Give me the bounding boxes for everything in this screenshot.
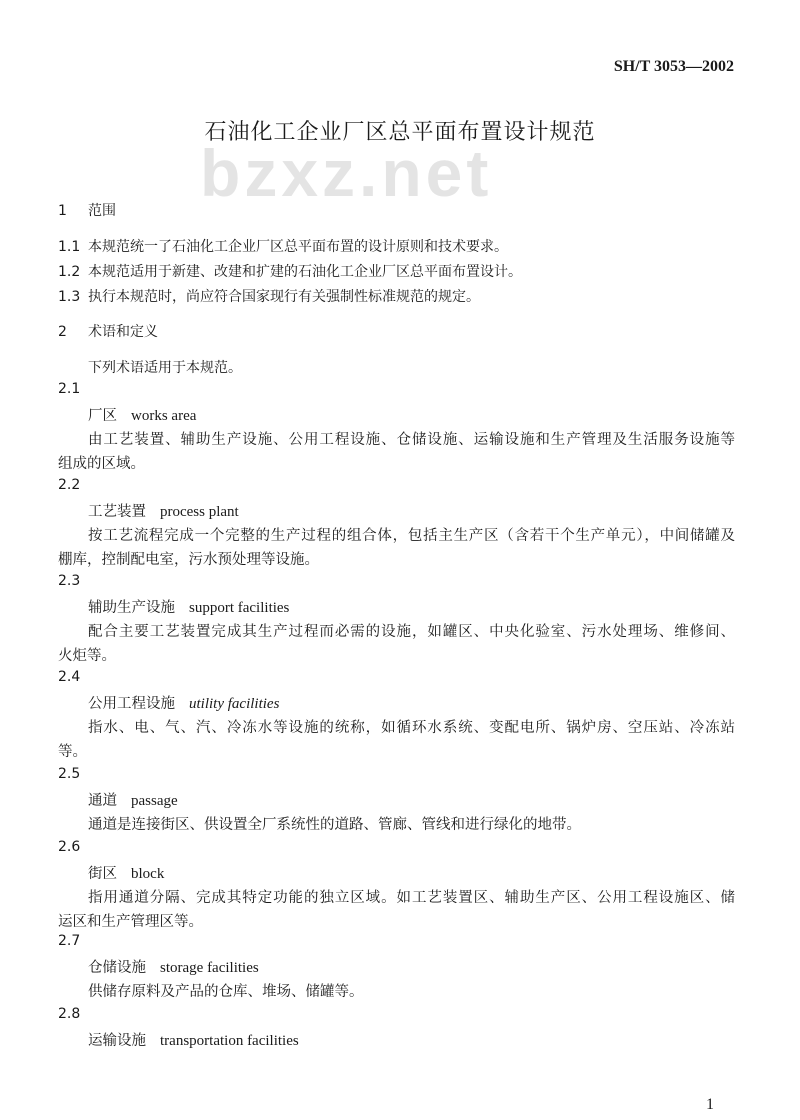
section-number: 2 bbox=[58, 324, 67, 340]
clause-number: 1.1 bbox=[58, 239, 81, 255]
term-heading bbox=[88, 862, 164, 883]
term-english: process plant bbox=[160, 504, 239, 520]
term-chinese: 仓储设施 bbox=[88, 960, 146, 976]
term-chinese: 通道 bbox=[88, 793, 117, 809]
clause-1-2 bbox=[58, 261, 522, 281]
section-heading-2 bbox=[58, 321, 158, 341]
term-definition-line: 供储存原料及产品的仓库、堆场、储罐等。 bbox=[88, 984, 364, 1000]
term-heading bbox=[88, 404, 196, 425]
clause-text: 本规范统一了石油化工企业厂区总平面布置的设计原则和技术要求。 bbox=[88, 239, 508, 255]
clause-1-1 bbox=[58, 236, 508, 256]
term-heading bbox=[88, 1029, 299, 1050]
term-number: 2.4 bbox=[58, 669, 81, 685]
clause-text: 执行本规范时，尚应符合国家现行有关强制性标准规范的规定。 bbox=[88, 289, 480, 305]
term-chinese: 工艺装置 bbox=[88, 504, 146, 520]
term-number: 2.3 bbox=[58, 573, 81, 589]
watermark: bzxz.net bbox=[200, 136, 493, 210]
term-english: block bbox=[131, 866, 165, 882]
term-number: 2.1 bbox=[58, 381, 81, 397]
term-heading bbox=[88, 500, 239, 521]
term-chinese: 街区 bbox=[88, 866, 117, 882]
term-heading bbox=[88, 956, 259, 977]
term-definition-line: 指水、电、气、汽、冷冻水等设施的统称，如循环水系统、变配电所、锅炉房、空压站、冷冻站 bbox=[88, 720, 735, 736]
term-heading bbox=[88, 692, 279, 713]
clause-text: 本规范适用于新建、改建和扩建的石油化工企业厂区总平面布置设计。 bbox=[88, 264, 522, 280]
standard-number: SH/T 3053—2002 bbox=[613, 58, 734, 75]
term-number: 2.2 bbox=[58, 477, 81, 493]
term-definition-line: 通道是连接街区、供设置全厂系统性的道路、管廊、管线和进行绿化的地带。 bbox=[88, 817, 581, 833]
term-definition-line: 组成的区域。 bbox=[58, 456, 145, 472]
term-chinese: 厂区 bbox=[88, 408, 117, 424]
term-number: 2.8 bbox=[58, 1006, 81, 1022]
clause-number: 1.3 bbox=[58, 289, 81, 305]
term-definition-line: 配合主要工艺装置完成其生产过程而必需的设施，如罐区、中央化验室、污水处理场、维修间、 bbox=[88, 624, 735, 640]
term-definition-line: 按工艺流程完成一个完整的生产过程的组合体，包括主生产区（含若干个生产单元），中间储罐及 bbox=[88, 528, 735, 544]
term-number: 2.6 bbox=[58, 839, 81, 855]
term-chinese: 运输设施 bbox=[88, 1033, 146, 1049]
term-english: utility facilities bbox=[189, 696, 280, 712]
term-definition-line: 运区和生产管理区等。 bbox=[58, 914, 203, 930]
term-heading bbox=[88, 596, 289, 617]
page-number: 1 bbox=[706, 1096, 714, 1113]
term-definition-line: 由工艺装置、辅助生产设施、公用工程设施、仓储设施、运输设施和生产管理及生活服务设施等 bbox=[88, 432, 735, 448]
section-intro: 下列术语适用于本规范。 bbox=[88, 360, 242, 376]
term-definition-line: 棚库，控制配电室，污水预处理等设施。 bbox=[58, 552, 319, 568]
section-heading-1 bbox=[58, 200, 116, 220]
clause-number: 1.2 bbox=[58, 264, 81, 280]
term-english: transportation facilities bbox=[160, 1033, 299, 1049]
term-number: 2.5 bbox=[58, 766, 81, 782]
section-number: 1 bbox=[58, 203, 67, 219]
term-english: support facilities bbox=[189, 600, 290, 616]
section-title: 范围 bbox=[88, 203, 116, 219]
term-definition-line: 等。 bbox=[58, 744, 87, 760]
term-english: works area bbox=[131, 408, 197, 424]
term-definition-line: 火炬等。 bbox=[58, 648, 116, 664]
term-number: 2.7 bbox=[58, 933, 81, 949]
term-chinese: 辅助生产设施 bbox=[88, 600, 175, 616]
term-english: storage facilities bbox=[160, 960, 259, 976]
term-chinese: 公用工程设施 bbox=[88, 696, 175, 712]
section-title: 术语和定义 bbox=[88, 324, 158, 340]
document-title: 石油化工企业厂区总平面布置设计规范 bbox=[204, 120, 596, 145]
term-definition-line: 指用通道分隔、完成其特定功能的独立区域。如工艺装置区、辅助生产区、公用工程设施区、储 bbox=[88, 890, 735, 906]
term-english: passage bbox=[131, 793, 178, 809]
clause-1-3 bbox=[58, 286, 480, 306]
term-heading bbox=[88, 789, 178, 810]
